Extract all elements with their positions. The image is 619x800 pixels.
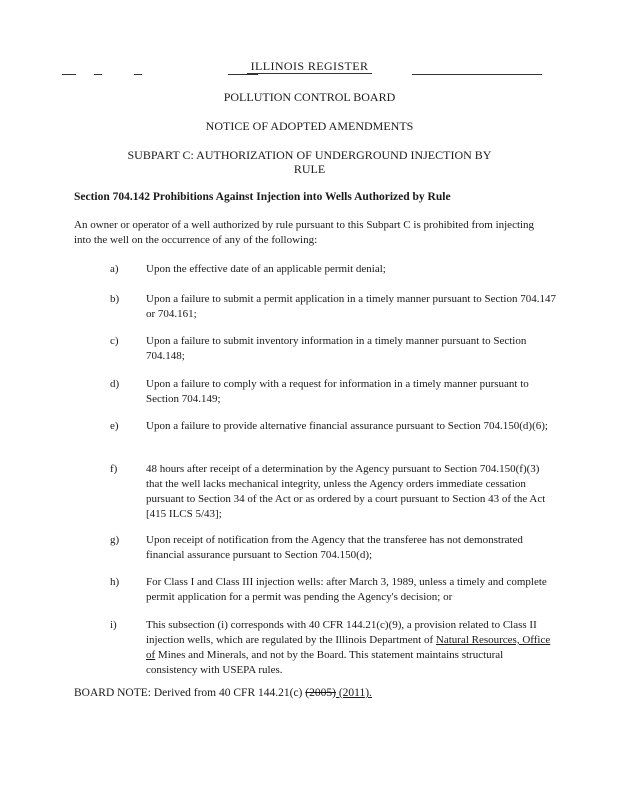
notice-title: NOTICE OF ADOPTED AMENDMENTS — [205, 119, 414, 133]
item-label: f) — [110, 463, 118, 475]
item-label: d) — [110, 378, 120, 390]
intro-paragraph: An owner or operator of a well authorized by rule pursuant to this Subpart C is prohibited from injecting into the well on the occurrence of any of the following: — [74, 219, 535, 246]
header-rule-left-3 — [134, 74, 142, 75]
new-year: (2011). — [335, 687, 372, 699]
header-rule-left-1 — [62, 74, 76, 75]
item-label: e) — [110, 420, 119, 432]
item-label: c) — [110, 335, 119, 347]
item-text: Upon a failure to submit inventory information in a timely manner pursuant to Section 704.148; — [146, 335, 527, 362]
underlined-insertion: Natural Resources, Office of — [146, 634, 551, 661]
board-name: POLLUTION CONTROL BOARD — [223, 90, 396, 104]
header-rule-right — [412, 74, 542, 75]
item-text: Upon a failure to comply with a request for information in a timely manner pursuant to Section 704.149; — [146, 378, 529, 405]
item-label: g) — [110, 534, 120, 546]
item-label: a) — [110, 263, 119, 275]
item-text: This subsection (i) corresponds with 40 CFR 144.21(c)(9), a provision related to Class II injection wells, which are regulated by the Illinois Department of Natural Resources, Office of Mines and Minerals, and not by the Board. This statement maintains structural consistency with USEPA rules. — [146, 619, 551, 676]
struck-year: (2005) — [305, 687, 336, 699]
register-title: ILLINOIS REGISTER — [0, 59, 619, 74]
item-text: Upon a failure to submit a permit application in a timely manner pursuant to Section 704.147 or 704.161; — [146, 293, 556, 320]
item-label: i) — [110, 619, 117, 631]
item-text: For Class I and Class III injection wells: after March 3, 1989, unless a timely and complete permit application for a permit was pending the Agency's decision; or — [146, 576, 547, 603]
item-label: b) — [110, 293, 120, 305]
board-note: BOARD NOTE: Derived from 40 CFR 144.21(c) (2005) (2011). — [74, 687, 372, 699]
item-label: h) — [110, 576, 120, 588]
subpart-title-line1: SUBPART C: AUTHORIZATION OF UNDERGROUND INJECTION BY — [127, 148, 492, 162]
subpart-title-line2: RULE — [293, 162, 326, 176]
item-text: Upon a failure to provide alternative financial assurance pursuant to Section 704.150(d)(6); — [146, 420, 548, 432]
section-heading: Section 704.142 Prohibitions Against Injection into Wells Authorized by Rule — [74, 191, 451, 203]
item-text: Upon the effective date of an applicable permit denial; — [146, 263, 386, 275]
header-rule-left-2 — [94, 74, 102, 75]
item-text: Upon receipt of notification from the Agency that the transferee has not demonstrated financial assurance pursuant to Section 704.150(d); — [146, 534, 523, 561]
header-rule-left-4 — [228, 74, 258, 75]
item-text: 48 hours after receipt of a determination by the Agency pursuant to Section 704.150(f)(3) that the well lacks mechanical integrity, unless the Agency orders immediate cessation pursuant to Section 34 of the Act or as ordered by a court pursuant to Section 43 of the Act [415 ILCS 5/43]; — [146, 463, 546, 520]
